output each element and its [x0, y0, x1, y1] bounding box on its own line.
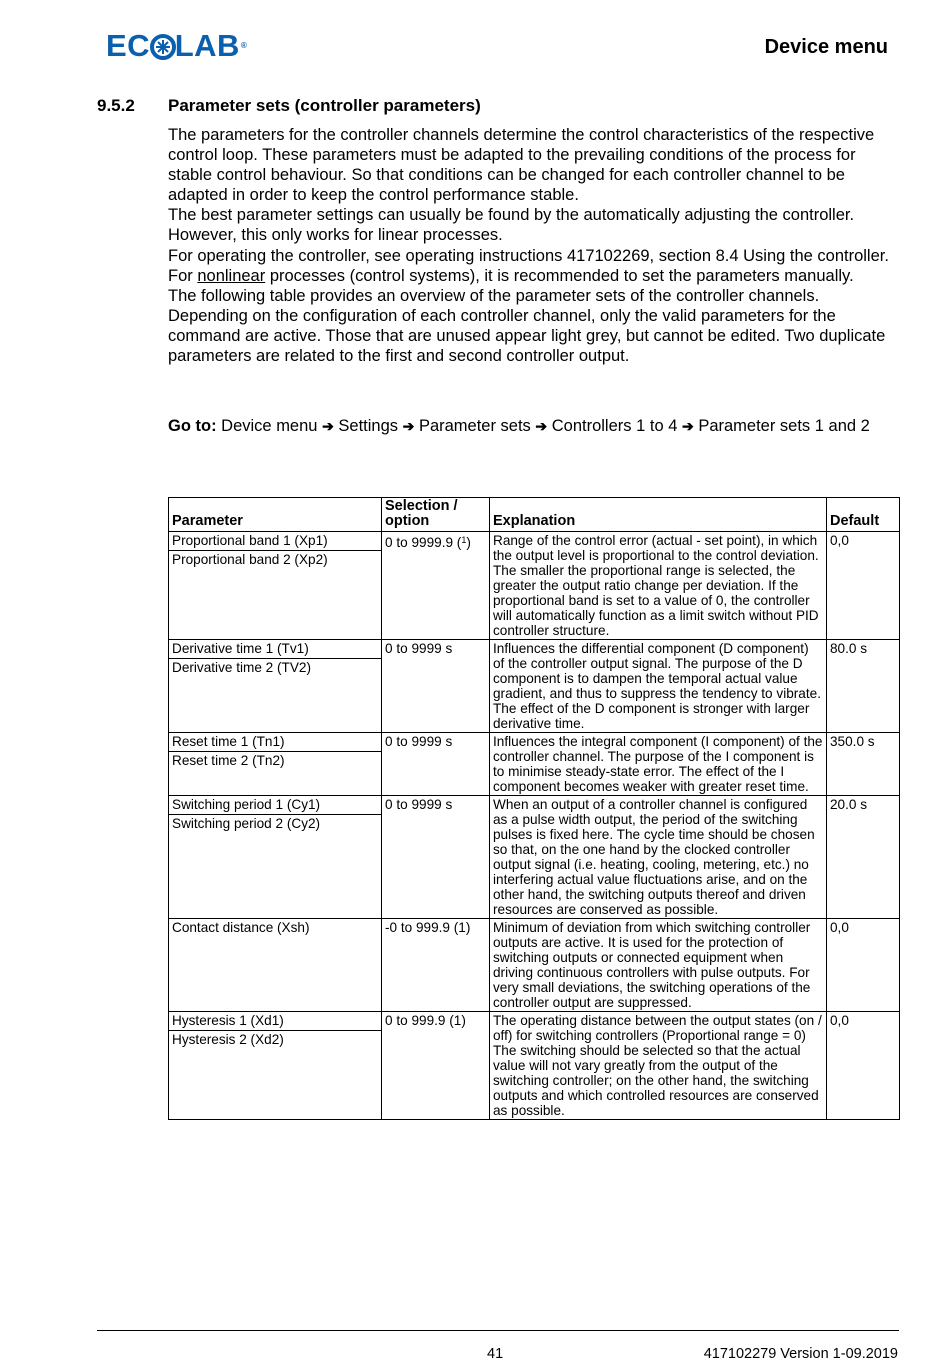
explanation-cell: Influences the integral component (I component) of the controller channel. The purpose of the I component is to minimise steady-state error. The effect of the I component becomes weaker with greater reset time. [490, 733, 827, 796]
arrow-right-icon: ➔ [535, 418, 548, 434]
selection-value: 0 to 9999.9 ( [385, 535, 462, 550]
table-row [169, 640, 900, 733]
section-body [168, 125, 898, 366]
logo-text-start: EC [106, 28, 151, 63]
footer-divider [97, 1330, 899, 1331]
goto-step-1: Device menu [221, 417, 318, 435]
goto-step-3: Parameter sets [418, 417, 531, 435]
table-row [169, 733, 900, 796]
selection-cell: 0 to 999.9 (1) [382, 1012, 490, 1120]
parameter-cell [169, 733, 382, 796]
selection-cell: 0 to 9999 s [382, 796, 490, 919]
parameter-name: Switching period 1 (Cy1) [169, 796, 381, 815]
arrow-right-icon: ➔ [402, 418, 415, 434]
goto-step-5: Parameter sets 1 and 2 [698, 417, 870, 435]
parameter-name: Derivative time 1 (Tv1) [169, 640, 381, 659]
goto-step-2: Settings [338, 417, 399, 435]
default-cell: 0,0 [827, 532, 900, 640]
header-default: Default [827, 498, 900, 532]
paragraph-2: The best parameter settings can usually be found by the automatically adjusting the controller. However, this only works for linear processes. [168, 206, 855, 245]
registered-mark: ® [240, 41, 248, 50]
explanation-cell: The operating distance between the output states (on / off) for switching controllers (Proportional range = 0) The switching should be selected so that the actual value will not vary greatly from the output of the switching controller; on the other hand, the switching outputs and which controlled resources are conserved as possible. [490, 1012, 827, 1120]
parameter-cell [169, 796, 382, 919]
explanation-cell: When an output of a controller channel is configured as a pulse width output, the period of the switching pulses is fixed here. The cycle time should be chosen so that, on the one hand by the clocked controller output signal (i.e. heating, cooling, metering, etc.) no interfering actual value fluctuations arise, and on the other hand, the switching outputs thereof and driven resources are conserved as possible. [490, 796, 827, 919]
goto-path [168, 416, 888, 436]
document-id: 417102279 Version 1-09.2019 [703, 1346, 898, 1362]
parameter-name: Proportional band 2 (Xp2) [172, 552, 328, 567]
paragraph-3: For operating the controller, see operating instructions 417102269, section 8.4 Using the controller. [168, 246, 889, 265]
paragraph-4 [168, 266, 898, 286]
default-cell: 0,0 [827, 919, 900, 1012]
default-cell: 0,0 [827, 1012, 900, 1120]
logo-text-end: LAB [174, 28, 240, 63]
page-number: 41 [487, 1346, 504, 1362]
logo-o-icon [150, 28, 175, 64]
section-number: 9.5.2 [97, 96, 135, 115]
goto-step-4: Controllers 1 to 4 [551, 417, 678, 435]
paragraph-1: The parameters for the controller channels determine the control characteristics of the respective control loop. These parameters must be adapted to the prevailing conditions of the process for stable control behaviour. So that conditions can be changed for each controller channel to be adapted in order to keep the control performance stable. [168, 126, 875, 205]
parameter-cell [169, 1012, 382, 1120]
parameter-name: Switching period 2 (Cy2) [172, 816, 321, 831]
arrow-right-icon: ➔ [681, 418, 694, 434]
nonlinear-term: nonlinear [197, 266, 266, 285]
explanation-cell: Minimum of deviation from which switching controller outputs are active. It is used for the protection of switching outputs or connected equipment when driving continuous controllers with pulse outputs. For very small deviations, the switching operations of the controller output are suppressed. [490, 919, 827, 1012]
paragraph-5: The following table provides an overview of the parameter sets of the controller channels. Depending on the configuration of each controller channel, only the valid parameters for the command are active. Those that are unused appear light grey, but cannot be edited. Two duplicate parameters are related to the first and second controller output. [168, 286, 886, 366]
parameter-name: Derivative time 2 (TV2) [172, 660, 311, 675]
selection-close: ) [466, 535, 471, 550]
table-row [169, 1012, 900, 1120]
table-row [169, 919, 900, 1012]
ecolab-logo [106, 28, 247, 64]
table-row [169, 532, 900, 640]
parameter-cell [169, 532, 382, 640]
selection-cell [382, 532, 490, 640]
goto-label: Go to: [168, 417, 217, 435]
parameter-cell: Contact distance (Xsh) [169, 919, 382, 1012]
parameter-name: Hysteresis 1 (Xd1) [169, 1012, 381, 1031]
section-title: Parameter sets (controller parameters) [168, 96, 481, 115]
parameter-table [168, 497, 900, 1120]
explanation-cell: Influences the differential component (D component) of the controller output signal. The purpose of the D component is to dampen the temporal actual value gradient, and thus to suppress the tendency to vibrate. The effect of the D component is stronger with larger derivative time. [490, 640, 827, 733]
selection-cell: 0 to 9999 s [382, 733, 490, 796]
parameter-name: Reset time 2 (Tn2) [172, 753, 285, 768]
parameter-name: Hysteresis 2 (Xd2) [172, 1032, 284, 1047]
parameter-name: Proportional band 1 (Xp1) [169, 532, 381, 551]
default-cell: 350.0 s [827, 733, 900, 796]
header-selection: Selection / option [382, 498, 490, 532]
default-cell: 80.0 s [827, 640, 900, 733]
paragraph-4-pre: For [168, 266, 198, 285]
paragraph-4-post: processes (control systems), it is recommended to set the parameters manually. [265, 266, 854, 285]
selection-cell: 0 to 9999 s [382, 640, 490, 733]
header-explanation: Explanation [490, 498, 827, 532]
default-cell: 20.0 s [827, 796, 900, 919]
parameter-name: Reset time 1 (Tn1) [169, 733, 381, 752]
footnote-ref: 1 [461, 535, 467, 545]
parameter-cell [169, 640, 382, 733]
page-header-title: Device menu [764, 36, 888, 58]
selection-cell: -0 to 999.9 (1) [382, 919, 490, 1012]
arrow-right-icon: ➔ [322, 418, 334, 434]
header-parameter: Parameter [169, 498, 382, 532]
table-row [169, 796, 900, 919]
explanation-cell: Range of the control error (actual - set point), in which the output level is proportional to the control deviation. The smaller the proportional range is selected, the greater the output ratio change per deviation. If the proportional band is set to a value of 0, the controller will automatically function as a limit switch without PID controller structure. [490, 532, 827, 640]
table-header-row [169, 498, 900, 532]
